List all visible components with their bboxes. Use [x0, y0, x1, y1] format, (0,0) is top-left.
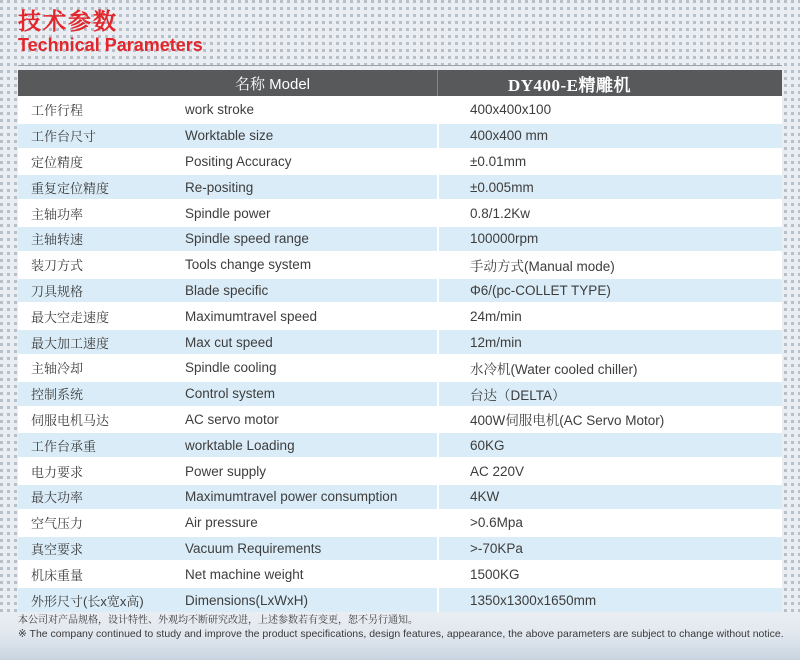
row-label-en: Max cut speed	[185, 334, 273, 350]
row-label-cn: 刀具规格	[31, 283, 84, 299]
table-row	[18, 431, 782, 457]
page-title-en: Technical Parameters	[18, 35, 203, 55]
row-value: 24m/min	[470, 308, 522, 324]
row-value: 400x400 mm	[470, 128, 549, 144]
table-header-row	[18, 70, 782, 96]
value-column-divider	[437, 96, 439, 612]
row-value: 100000rpm	[470, 231, 539, 247]
row-label-en: Maximumtravel speed	[185, 308, 318, 324]
row-label-cn: 主轴转速	[31, 232, 84, 248]
row-value: >-70KPa	[470, 540, 523, 556]
row-value: 12m/min	[470, 334, 522, 350]
row-label-cn: 装刀方式	[31, 258, 84, 274]
row-label-en: Control system	[185, 386, 276, 402]
row-value: >0.6Mpa	[470, 515, 523, 531]
table-row	[18, 483, 782, 509]
row-label-cn: 主轴功率	[31, 206, 84, 222]
row-label-en: Vacuum Requirements	[185, 540, 322, 556]
row-label-cn: 定位精度	[31, 154, 84, 170]
row-value: 4KW	[470, 489, 500, 505]
page-title-cn: 技术参数	[18, 8, 118, 34]
row-value: Φ6/(pc-COLLET TYPE)	[470, 282, 611, 298]
row-label-en: Tools change system	[185, 257, 312, 273]
row-label-en: worktable Loading	[185, 437, 295, 453]
row-value: ±0.005mm	[470, 179, 534, 195]
title-divider-line	[18, 65, 782, 66]
table-row	[18, 199, 782, 225]
row-value: ±0.01mm	[470, 153, 527, 169]
table-row	[18, 148, 782, 174]
table-row	[18, 535, 782, 561]
table-row	[18, 277, 782, 303]
column-header-model: 名称 Model	[234, 75, 311, 93]
table-row	[18, 560, 782, 586]
table-row	[18, 509, 782, 535]
row-label-cn: 最大空走速度	[31, 309, 110, 325]
row-label-cn: 重复定位精度	[31, 180, 110, 196]
spec-table	[18, 70, 782, 612]
footer-note-cn: 本公司对产品规格，设计特性、外观均不断研究改进，上述参数若有变更，恕不另行通知。	[18, 615, 418, 626]
page-header	[18, 8, 203, 56]
row-value: 400W伺服电机(AC Servo Motor)	[470, 413, 665, 429]
row-label-cn: 工作行程	[31, 103, 84, 119]
table-row	[18, 457, 782, 483]
row-label-en: Worktable size	[185, 128, 274, 144]
row-value: 1500KG	[470, 566, 520, 582]
row-label-en: work stroke	[185, 102, 255, 118]
table-row	[18, 586, 782, 612]
row-label-en: Net machine weight	[185, 566, 304, 582]
row-label-cn: 工作台尺寸	[31, 129, 97, 145]
row-label-en: Positing Accuracy	[185, 153, 292, 169]
header-column-divider	[437, 70, 438, 96]
row-value: 水冷机(Water cooled chiller)	[470, 361, 638, 377]
footer-area	[0, 612, 800, 660]
row-label-en: Spindle cooling	[185, 360, 277, 376]
row-label-en: Power supply	[185, 463, 267, 479]
table-row	[18, 251, 782, 277]
row-label-en: Spindle power	[185, 205, 271, 221]
row-label-cn: 真空要求	[31, 541, 84, 557]
row-label-en: Maximumtravel power consumption	[185, 489, 398, 505]
table-row	[18, 173, 782, 199]
table-row	[18, 354, 782, 380]
row-value: 手动方式(Manual mode)	[470, 258, 615, 274]
table-row	[18, 328, 782, 354]
row-label-cn: 机床重量	[31, 567, 84, 583]
table-row	[18, 96, 782, 122]
table-row	[18, 302, 782, 328]
row-label-cn: 控制系统	[31, 387, 84, 403]
row-label-en: Re-positing	[185, 179, 254, 195]
row-label-cn: 最大功率	[31, 490, 84, 506]
row-value: 400x400x100	[470, 102, 552, 118]
row-label-en: Spindle speed range	[185, 231, 309, 247]
table-body	[18, 96, 782, 612]
row-value: 60KG	[470, 437, 505, 453]
row-value: 1350x1300x1650mm	[470, 592, 597, 608]
row-label-cn: 最大加工速度	[31, 335, 110, 351]
row-label-en: AC servo motor	[185, 411, 279, 427]
column-header-machine: DY400-E精雕机	[507, 75, 632, 95]
row-label-en: Air pressure	[185, 515, 258, 531]
row-label-cn: 主轴冷却	[31, 361, 84, 377]
table-row	[18, 406, 782, 432]
table-row	[18, 225, 782, 251]
table-row	[18, 122, 782, 148]
row-label-cn: 伺服电机马达	[31, 412, 110, 428]
row-label-en: Dimensions(LxWxH)	[185, 592, 309, 608]
row-label-cn: 空气压力	[31, 516, 84, 532]
table-row	[18, 380, 782, 406]
row-label-en: Blade specific	[185, 282, 269, 298]
row-label-cn: 外形尺寸(长x宽x高)	[31, 593, 144, 609]
row-value: AC 220V	[470, 463, 525, 479]
row-value: 台达（DELTA）	[470, 387, 566, 403]
row-label-cn: 工作台承重	[31, 438, 97, 454]
footer-note-en: ※ The company continued to study and improve the product specifications, design features, appearance, the above parameters are subject to change without notice.	[18, 628, 784, 640]
row-value: 0.8/1.2Kw	[470, 205, 531, 221]
row-label-cn: 电力要求	[31, 464, 84, 480]
